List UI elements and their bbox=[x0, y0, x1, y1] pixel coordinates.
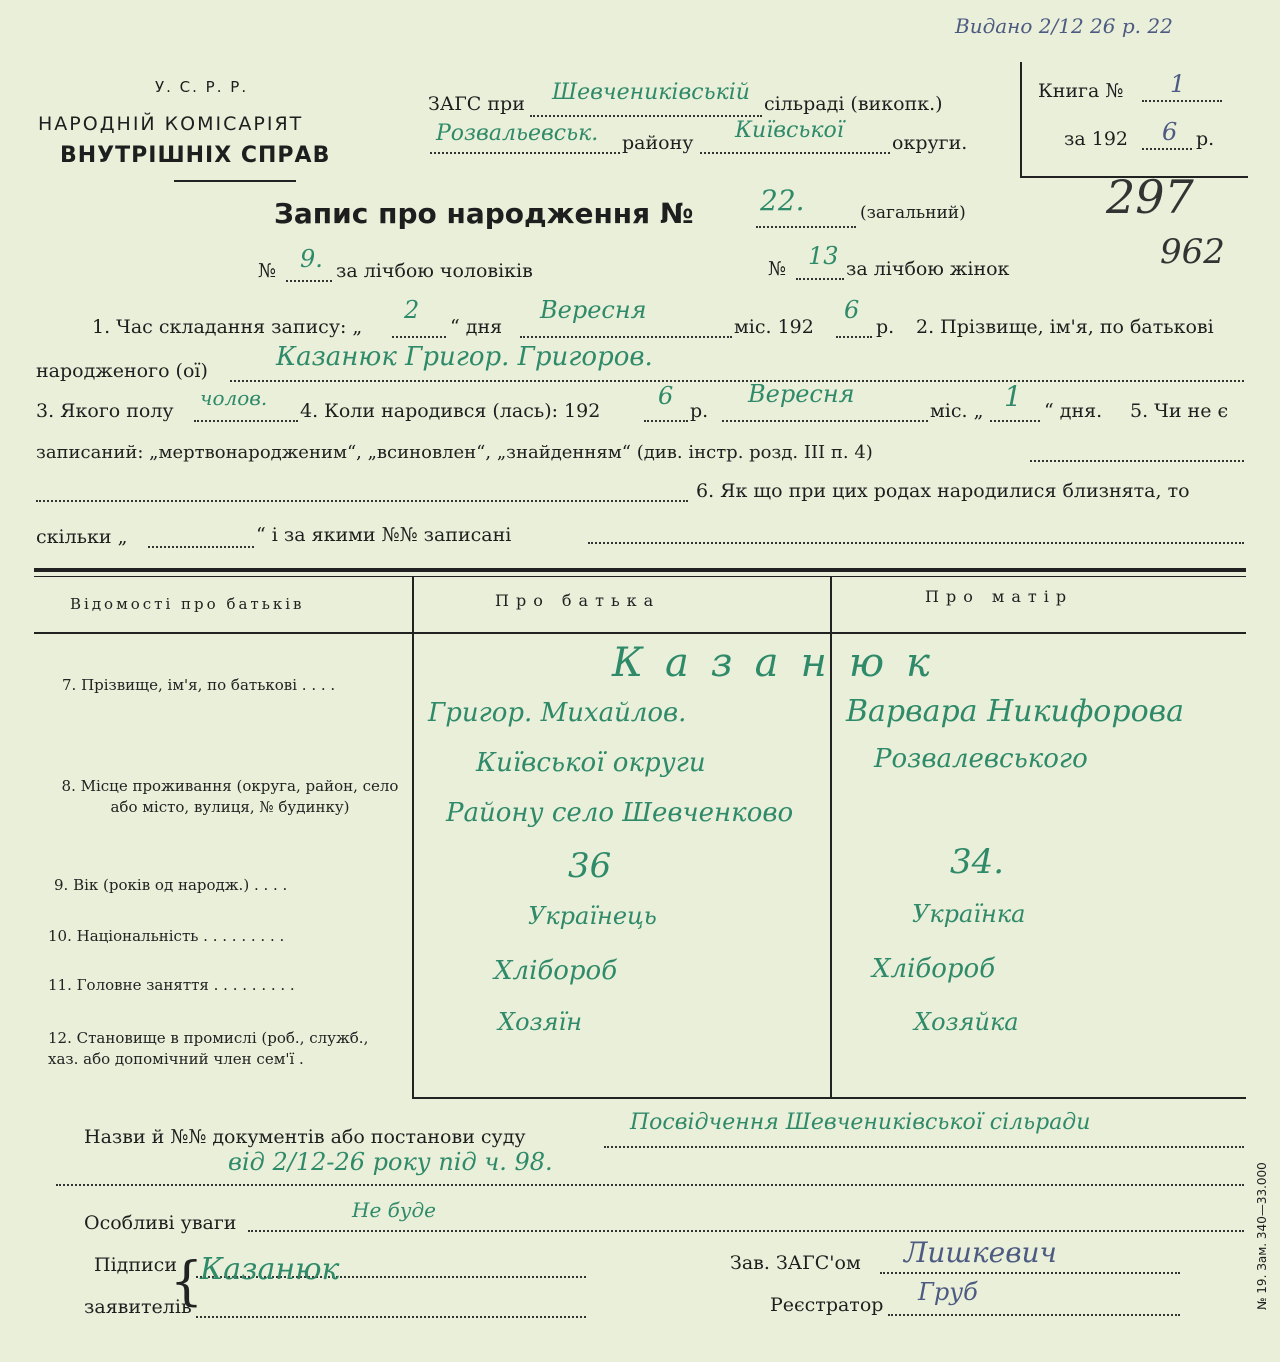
q6-count-label: скільки „ bbox=[36, 526, 128, 548]
book-number-value: 1 bbox=[1170, 70, 1186, 98]
documents-value-2: від 2/12-26 року під ч. 98. bbox=[228, 1148, 553, 1176]
newborn-name-value: Казанюк Григор. Григоров. bbox=[276, 342, 653, 372]
row-label-occupation: 11. Головне заняття . . . . . . . . . bbox=[48, 976, 295, 994]
book-year-prefix: за 192 bbox=[1064, 128, 1128, 150]
q4-label: 4. Коли народився (лась): 192 bbox=[300, 400, 601, 422]
q1-year-label: міс. 192 bbox=[734, 316, 814, 338]
q1-day-label: “ дня bbox=[450, 316, 503, 338]
parents-surname: Казанюк bbox=[612, 640, 952, 686]
table-top-rule-thin bbox=[34, 576, 1246, 577]
q6-numbers-line bbox=[588, 542, 1244, 544]
q6-preceding-line bbox=[36, 500, 688, 502]
q1-year-digit: 6 bbox=[844, 296, 860, 324]
row-label-status: 12. Становище в промислі (роб., служб., хаз. або допомічний член сем'ї . bbox=[48, 1029, 369, 1068]
margin-number-top: 297 bbox=[1106, 170, 1194, 224]
table-bottom-rule bbox=[412, 1097, 1246, 1099]
commissariat-header: НАРОДНІЙ КОМІСАРІЯТ bbox=[38, 113, 304, 135]
mother-nationality: Українка bbox=[912, 900, 1026, 928]
q3-sex-value: чолов. bbox=[200, 386, 268, 410]
documents-value-1: Посвідчення Шевчениківської сільради bbox=[630, 1110, 1091, 1135]
margin-number-bottom: 962 bbox=[1160, 232, 1225, 272]
signature-line-2 bbox=[196, 1316, 586, 1318]
zags-okrug-line bbox=[700, 152, 890, 154]
q4-day-label: “ дня. bbox=[1044, 400, 1103, 422]
notes-value: Не буде bbox=[352, 1198, 436, 1222]
signature-brace: { bbox=[170, 1252, 204, 1312]
q6-label: 6. Як що при цих родах народилися близнята, то bbox=[696, 480, 1190, 502]
newborn-name-line bbox=[230, 380, 1244, 382]
q3-label: 3. Якого полу bbox=[36, 400, 174, 422]
applicant-signature: Казанюк bbox=[200, 1252, 340, 1287]
title-number-value: 22. bbox=[760, 184, 805, 217]
zags-prefix: ЗАГС при bbox=[428, 93, 525, 115]
header-underline bbox=[174, 180, 296, 182]
zags-okrug-label: округи. bbox=[892, 132, 968, 154]
female-count-line bbox=[796, 278, 844, 280]
table-col-divider-1 bbox=[412, 576, 414, 1098]
print-note: № 19. Зам. 340—33.000 bbox=[1255, 1162, 1269, 1310]
mother-residence-1: Розвалевського bbox=[874, 744, 1088, 774]
father-status: Хозяїн bbox=[498, 1008, 582, 1036]
book-issue-note: Видано 2/12 26 р. 22 bbox=[955, 14, 1173, 38]
q4-day-line bbox=[990, 420, 1040, 422]
book-year-suffix: р. bbox=[1196, 128, 1215, 150]
zags-head-label: Зав. ЗАГС'ом bbox=[730, 1252, 861, 1274]
zags-village-line bbox=[530, 115, 762, 117]
zags-district-value: Розвальевськ. bbox=[436, 121, 599, 146]
q4-year-digit: 6 bbox=[658, 382, 674, 410]
registrar-line bbox=[888, 1314, 1180, 1316]
q1-day-line bbox=[392, 336, 446, 338]
father-residence-1: Київської округи bbox=[476, 748, 706, 778]
applicants-label: заявителів bbox=[84, 1296, 192, 1318]
q6-count-line bbox=[148, 546, 254, 548]
q1-year-line bbox=[836, 336, 872, 338]
registrar-label: Реєстратор bbox=[770, 1294, 884, 1316]
ussr-header: У. С. Р. Р. bbox=[155, 78, 249, 96]
female-count-label: за лічбою жінок bbox=[846, 258, 1010, 280]
book-label: Книга № bbox=[1038, 80, 1124, 102]
father-residence-2: Району село Шевченково bbox=[446, 798, 794, 828]
q1-label: 1. Час складання запису: „ bbox=[92, 316, 363, 338]
father-name: Григор. Михайлов. bbox=[428, 698, 687, 728]
zags-head-signature: Лишкевич bbox=[904, 1236, 1057, 1269]
book-number-line bbox=[1142, 100, 1222, 102]
q1-month-value: Вересня bbox=[540, 296, 647, 324]
zags-okrug-value: Київської bbox=[735, 118, 844, 143]
mother-status: Хозяйка bbox=[914, 1008, 1019, 1036]
documents-line-1 bbox=[604, 1146, 1244, 1148]
signatures-label: Підписи bbox=[94, 1254, 177, 1276]
father-occupation: Хлібороб bbox=[494, 956, 618, 986]
table-top-rule bbox=[34, 568, 1246, 572]
q2-label: 2. Прізвище, ім'я, по батькові bbox=[916, 316, 1214, 338]
q4-year-suffix: р. bbox=[690, 400, 709, 422]
title-suffix: (загальний) bbox=[860, 203, 966, 223]
zags-district-line bbox=[430, 152, 620, 154]
q4-month-line bbox=[722, 420, 928, 422]
column-header-info: Відомості про батьків bbox=[70, 595, 305, 613]
q5-continuation: записаний: „мертвонародженим“, „всиновлен“, „знайденням“ (див. інстр. розд. III п. 4) bbox=[36, 442, 873, 463]
row-label-name: 7. Прізвище, ім'я, по батькові . . . . bbox=[62, 676, 336, 694]
female-count-prefix: № bbox=[768, 258, 786, 280]
q4-year-line bbox=[644, 420, 688, 422]
table-header-rule bbox=[34, 632, 1246, 634]
mother-age: 34. bbox=[950, 842, 1005, 882]
newborn-name-label: народженого (ої) bbox=[36, 360, 208, 382]
zags-district-label: району bbox=[622, 132, 694, 154]
female-count-value: 13 bbox=[808, 242, 839, 270]
q4-month-label: міс. „ bbox=[930, 400, 984, 422]
zags-suffix: сільраді (викопк.) bbox=[764, 93, 943, 115]
male-count-label: за лічбою чоловіків bbox=[336, 260, 533, 282]
notes-line-1 bbox=[248, 1230, 1244, 1232]
column-header-father: Про батька bbox=[495, 591, 661, 610]
form-title: Запис про народження № bbox=[274, 197, 694, 230]
father-nationality: Українець bbox=[528, 902, 657, 930]
q5-label: 5. Чи не є bbox=[1130, 400, 1229, 422]
q1-year-suffix: р. bbox=[876, 316, 895, 338]
book-year-line bbox=[1142, 148, 1192, 150]
zags-head-line bbox=[880, 1272, 1180, 1274]
documents-line-2 bbox=[56, 1184, 1244, 1186]
title-number-line bbox=[756, 226, 856, 228]
q6-numbers-label: “ і за якими №№ записані bbox=[256, 524, 512, 546]
zags-village-value: Шевчениківській bbox=[552, 80, 750, 105]
internal-affairs-header: ВНУТРІШНІХ СПРАВ bbox=[60, 143, 331, 168]
documents-label: Назви й №№ документів або постанови суду bbox=[84, 1126, 526, 1148]
column-header-mother: Про матір bbox=[925, 587, 1074, 606]
row-label-residence: 8. Місце проживання (округа, район, село або місто, вулиця, № будинку) bbox=[61, 777, 399, 816]
registrar-signature: Груб bbox=[918, 1278, 978, 1306]
father-age: 36 bbox=[568, 846, 612, 886]
row-label-nationality: 10. Національність . . . . . . . . . bbox=[48, 927, 285, 945]
q1-month-line bbox=[520, 336, 732, 338]
q4-month-value: Вересня bbox=[748, 380, 855, 408]
notes-label: Особливі уваги bbox=[84, 1212, 237, 1234]
mother-name: Варвара Никифорова bbox=[846, 694, 1184, 729]
male-count-prefix: № bbox=[258, 260, 276, 282]
book-year-digit: 6 bbox=[1162, 118, 1178, 146]
q4-day-value: 1 bbox=[1004, 380, 1022, 413]
q5-answer-line bbox=[1030, 460, 1244, 462]
q3-sex-line bbox=[194, 420, 298, 422]
male-count-value: 9. bbox=[300, 245, 323, 273]
q1-day-value: 2 bbox=[404, 296, 420, 324]
row-label-age: 9. Вік (років од народж.) . . . . bbox=[54, 876, 288, 894]
male-count-line bbox=[286, 280, 332, 282]
mother-occupation: Хлібороб bbox=[872, 954, 996, 984]
